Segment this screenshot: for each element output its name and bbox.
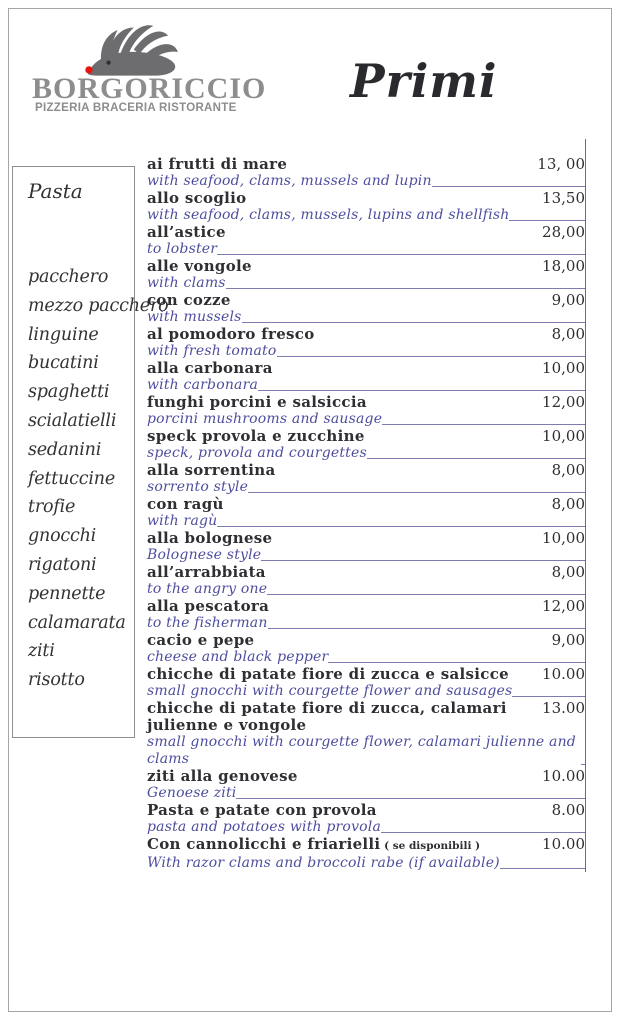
menu-item-translation: with clams — [147, 275, 226, 291]
underline-rule — [382, 424, 585, 425]
menu-item-price: 10,00 — [542, 359, 585, 377]
menu-item-note: ( se disponibili ) — [380, 840, 481, 852]
menu-item-name: alla sorrentina — [147, 461, 276, 479]
menu-item-name-row — [147, 836, 585, 855]
pasta-type: linguine — [28, 324, 99, 345]
menu-item-name: chicche di patate fiore di zucca e salsicce — [147, 665, 509, 683]
menu-item-translation-row — [147, 207, 585, 224]
menu-item-price: 8,00 — [551, 461, 585, 479]
menu-item-price: 12,00 — [542, 393, 585, 411]
menu-item-translation: porcini mushrooms and sausage — [147, 411, 383, 427]
menu-item-name-row — [147, 496, 585, 513]
menu-item-translation-row — [147, 683, 585, 700]
menu-item-translation: cheese and black pepper — [147, 649, 329, 665]
menu-item-name-row — [147, 326, 585, 343]
pasta-sidebar — [12, 166, 169, 738]
pasta-type: pacchero — [28, 267, 109, 287]
menu-item-translation: Genoese ziti — [147, 785, 237, 801]
menu-item-name: funghi porcini e salsiccia — [147, 393, 367, 411]
menu-item-translation-row — [147, 785, 585, 802]
menu-item-price: 18,00 — [542, 257, 585, 275]
underline-rule — [432, 186, 585, 187]
menu-item-translation-row — [147, 411, 585, 428]
menu-item — [147, 632, 585, 666]
menu-item-translation-row — [147, 513, 585, 530]
menu-item-translation: Bolognese style — [147, 547, 262, 563]
menu-item-name: ziti alla genovese — [147, 767, 298, 785]
menu-item-name: alla bolognese — [147, 529, 273, 547]
menu-item-price: 8,00 — [551, 495, 585, 513]
pasta-type: fettuccine — [28, 468, 115, 489]
menu-item-price: 28,00 — [542, 223, 585, 241]
menu-item-name: alle vongole — [147, 257, 252, 275]
pasta-type: pennette — [28, 583, 106, 604]
menu-item — [147, 598, 585, 632]
menu-item-translation: with mussels — [147, 309, 242, 325]
underline-rule — [509, 220, 585, 221]
menu-item-translation-row — [147, 855, 585, 872]
menu-item-translation-row — [147, 445, 585, 462]
menu-item-translation-row — [147, 241, 585, 258]
menu-item-price: 8.00 — [551, 801, 585, 819]
menu-item-translation: to the angry one — [147, 581, 268, 597]
menu-item-name: speck provola e zucchine — [147, 427, 365, 445]
menu-item-price: 9,00 — [551, 291, 585, 309]
menu-item-name-row — [147, 632, 585, 649]
menu-item — [147, 156, 585, 190]
pasta-type: mezzo pacchero — [28, 295, 169, 316]
menu-item — [147, 326, 585, 360]
menu-item-translation: with seafood, clams, mussels and lupin — [147, 173, 432, 189]
brand-tagline: PIZZERIA BRACERIA RISTORANTE — [35, 102, 237, 114]
menu-item — [147, 700, 585, 768]
menu-item-name: Con cannolicchi e friarielli ( se disponibili ) — [147, 835, 481, 853]
menu-item-name-row — [147, 428, 585, 445]
menu-item-name: alla carbonara — [147, 359, 273, 377]
menu-item — [147, 428, 585, 462]
menu-item-name-row — [147, 292, 585, 309]
menu-item-name-row — [147, 258, 585, 275]
menu-item-price: 10.00 — [542, 835, 585, 853]
menu-item-translation-row — [147, 581, 585, 598]
menu-item-name: ai frutti di mare — [147, 155, 288, 173]
pasta-type: calamarata — [28, 612, 126, 633]
menu-item-translation: sorrento style — [147, 479, 249, 495]
pasta-type: gnocchi — [28, 526, 97, 547]
menu-item-name-row — [147, 530, 585, 547]
brand-name: BORGORICCIO — [32, 72, 267, 105]
menu-item — [147, 224, 585, 258]
menu-item-translation-row — [147, 309, 585, 326]
menu-item-name: alla pescatora — [147, 597, 270, 615]
menu-item-name-row — [147, 768, 585, 785]
menu-item-name-row — [147, 190, 585, 207]
underline-rule — [267, 594, 585, 595]
menu-item-name-row — [147, 360, 585, 377]
menu-item-price: 12,00 — [542, 597, 585, 615]
menu-item-translation: speck, provola and courgettes — [147, 445, 367, 461]
menu-item-translation-row — [147, 479, 585, 496]
menu-item — [147, 496, 585, 530]
menu-item-translation: to the fisherman — [147, 615, 268, 631]
menu-item-price: 13.00 — [542, 699, 585, 717]
menu-item-translation-row — [147, 649, 585, 666]
menu-item-translation: pasta and potatoes with provola — [147, 819, 382, 835]
section-title: Primi — [350, 54, 498, 108]
menu-item — [147, 360, 585, 394]
underline-rule — [500, 868, 585, 869]
underline-rule — [236, 798, 585, 799]
underline-rule — [367, 458, 585, 459]
menu-item — [147, 836, 585, 872]
menu-item-price: 10,00 — [542, 529, 585, 547]
menu-item — [147, 394, 585, 428]
menu-item-name-row — [147, 394, 585, 411]
pasta-type: trofie — [28, 497, 76, 518]
menu-item-name: cacio e pepe — [147, 631, 255, 649]
menu-item-name: all’astice — [147, 223, 226, 241]
menu-item-translation: with seafood, clams, mussels, lupins and shellfish — [147, 207, 510, 223]
menu-item-name: con cozze — [147, 291, 231, 309]
menu-item-translation-row — [147, 547, 585, 564]
menu-item-translation: to lobster — [147, 241, 218, 257]
underline-rule — [217, 526, 585, 527]
menu-item-price: 8,00 — [551, 563, 585, 581]
underline-rule — [328, 662, 585, 663]
menu-item — [147, 258, 585, 292]
menu-item-name-row — [147, 598, 585, 615]
menu-item-translation: with fresh tomato — [147, 343, 277, 359]
underline-rule — [277, 356, 586, 357]
menu-item-name: al pomodoro fresco — [147, 325, 315, 343]
menu-item-price: 10,00 — [542, 427, 585, 445]
menu-item-price: 13, 00 — [537, 155, 585, 173]
pasta-type: risotto — [28, 670, 85, 691]
menu-item-price: 10.00 — [542, 665, 585, 683]
underline-rule — [217, 254, 585, 255]
menu-item-name-row — [147, 802, 585, 819]
menu-item-name: Pasta e patate con provola — [147, 801, 377, 819]
menu-item-translation-row — [147, 819, 585, 836]
underline-rule — [242, 322, 585, 323]
underline-rule — [226, 288, 585, 289]
menu-item-name-row — [147, 462, 585, 479]
menu-item — [147, 190, 585, 224]
menu-item — [147, 292, 585, 326]
menu-item-translation-row — [147, 275, 585, 292]
menu-item-translation: small gnocchi with courgette flower, calamari julienne and clams — [147, 734, 576, 767]
menu-item — [147, 802, 585, 836]
menu-item-name: all’arrabbiata — [147, 563, 266, 581]
menu-item-price: 8,00 — [551, 325, 585, 343]
underline-rule — [512, 696, 585, 697]
menu-item-translation: small gnocchi with courgette flower and sausages — [147, 683, 513, 699]
pasta-type: spaghetti — [28, 382, 110, 403]
pasta-type-list — [28, 263, 169, 695]
pasta-sidebar-title: Pasta — [28, 179, 83, 203]
underline-rule — [381, 832, 585, 833]
menu-item-name-row — [147, 564, 585, 581]
pasta-type: sedanini — [28, 439, 102, 460]
menu-item-name-row — [147, 224, 585, 241]
menu-item-name-row — [147, 700, 585, 734]
menu-item — [147, 530, 585, 564]
menu-item-name-row — [147, 156, 585, 173]
underline-rule — [248, 492, 585, 493]
price-column-rule — [585, 139, 586, 872]
menu-item-name: chicche di patate fiore di zucca, calamari julienne e vongole — [147, 699, 507, 734]
menu-item-name: allo scoglio — [147, 189, 247, 207]
underline-rule — [258, 390, 585, 391]
menu-item-name: con ragù — [147, 495, 224, 513]
underline-rule — [268, 628, 585, 629]
menu-item-translation-row — [147, 173, 585, 190]
pasta-type: rigatoni — [28, 554, 97, 575]
menu-item-price: 13,50 — [542, 189, 585, 207]
menu-item-list — [147, 156, 585, 872]
pasta-type: bucatini — [28, 353, 99, 374]
underline-rule — [261, 560, 585, 561]
menu-item-translation-row — [147, 734, 585, 768]
menu-item — [147, 768, 585, 802]
menu-item-price: 10.00 — [542, 767, 585, 785]
pasta-type: scialatielli — [28, 410, 117, 431]
menu-item-translation: with carbonara — [147, 377, 259, 393]
pasta-type: ziti — [28, 641, 55, 662]
menu-item-translation-row — [147, 343, 585, 360]
menu-item-translation-row — [147, 615, 585, 632]
menu-item-translation: With razor clams and broccoli rabe (if available) — [147, 855, 500, 871]
menu-item-translation-row — [147, 377, 585, 394]
menu-item-name-row — [147, 666, 585, 683]
menu-item-translation: with ragù — [147, 513, 218, 529]
menu-item — [147, 462, 585, 496]
menu-item-price: 9,00 — [551, 631, 585, 649]
menu-item — [147, 564, 585, 598]
menu-item — [147, 666, 585, 700]
